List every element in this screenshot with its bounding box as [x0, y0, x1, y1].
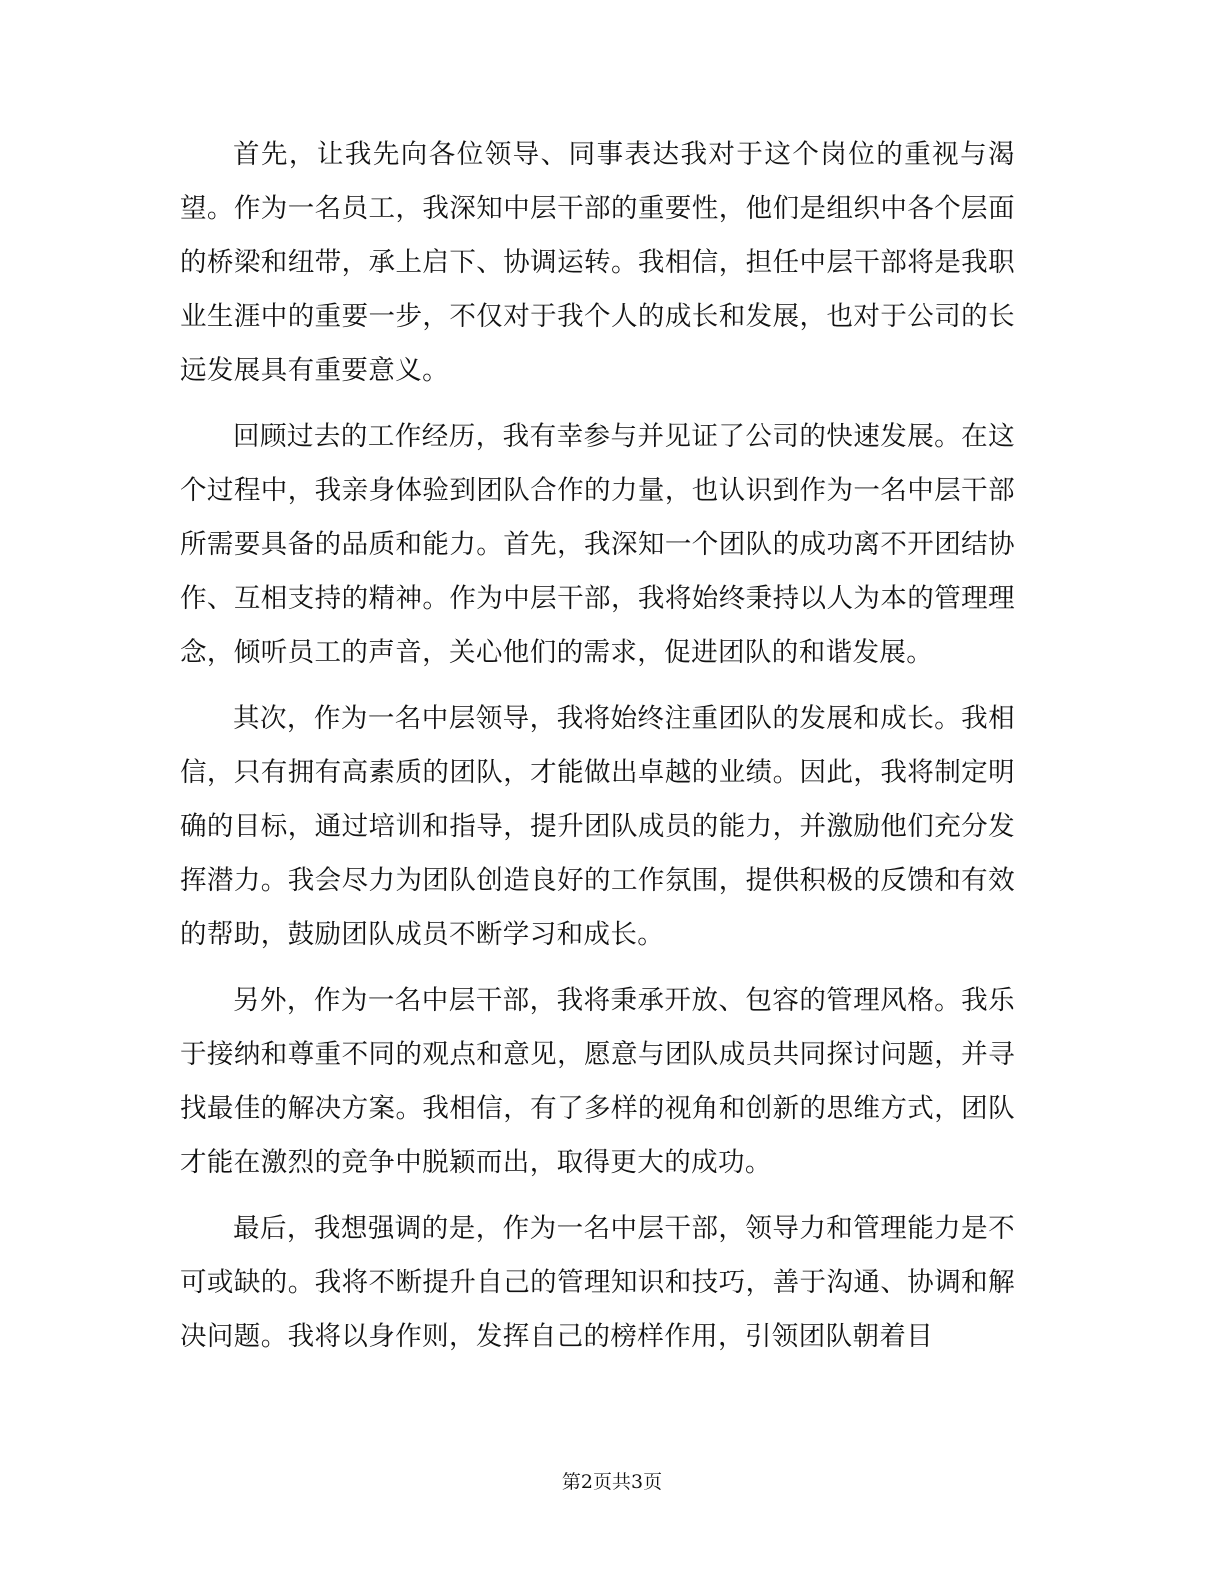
paragraph-2: 回顾过去的工作经历，我有幸参与并见证了公司的快速发展。在这个过程中，我亲身体验到团队合作的力量，也认识到作为一名中层干部所需要具备的品质和能力。首先，我深知一个团队的成功离不开团结协作、互相支持的精神。作为中层干部，我将始终秉持以人为本的管理理念，倾听员工的声音，关心他们的需求，促进团队的和谐发展。: [180, 421, 1015, 668]
paragraph-3: 其次，作为一名中层领导，我将始终注重团队的发展和成长。我相信，只有拥有高素质的团队，才能做出卓越的业绩。因此，我将制定明确的目标，通过培训和指导，提升团队成员的能力，并激励他们充分发挥潜力。我会尽力为团队创造良好的工作氛围，提供积极的反馈和有效的帮助，鼓励团队成员不断学习和成长。: [180, 703, 1015, 950]
paragraph-4: 另外，作为一名中层干部，我将秉承开放、包容的管理风格。我乐于接纳和尊重不同的观点和意见，愿意与团队成员共同探讨问题，并寻找最佳的解决方案。我相信，有了多样的视角和创新的思维方式，团队才能在激烈的竞争中脱颖而出，取得更大的成功。: [180, 985, 1015, 1178]
document-body: [180, 128, 1015, 1376]
paragraph-5: 最后，我想强调的是，作为一名中层干部，领导力和管理能力是不可或缺的。我将不断提升自己的管理知识和技巧，善于沟通、协调和解决问题。我将以身作则，发挥自己的榜样作用，引领团队朝着目: [180, 1213, 1015, 1352]
paragraph-1: 首先，让我先向各位领导、同事表达我对于这个岗位的重视与渴望。作为一名员工，我深知中层干部的重要性，他们是组织中各个层面的桥梁和纽带，承上启下、协调运转。我相信，担任中层干部将是我职业生涯中的重要一步，不仅对于我个人的成长和发展，也对于公司的长远发展具有重要意义。: [180, 139, 1015, 386]
page-footer: 第2页共3页: [561, 1471, 663, 1493]
